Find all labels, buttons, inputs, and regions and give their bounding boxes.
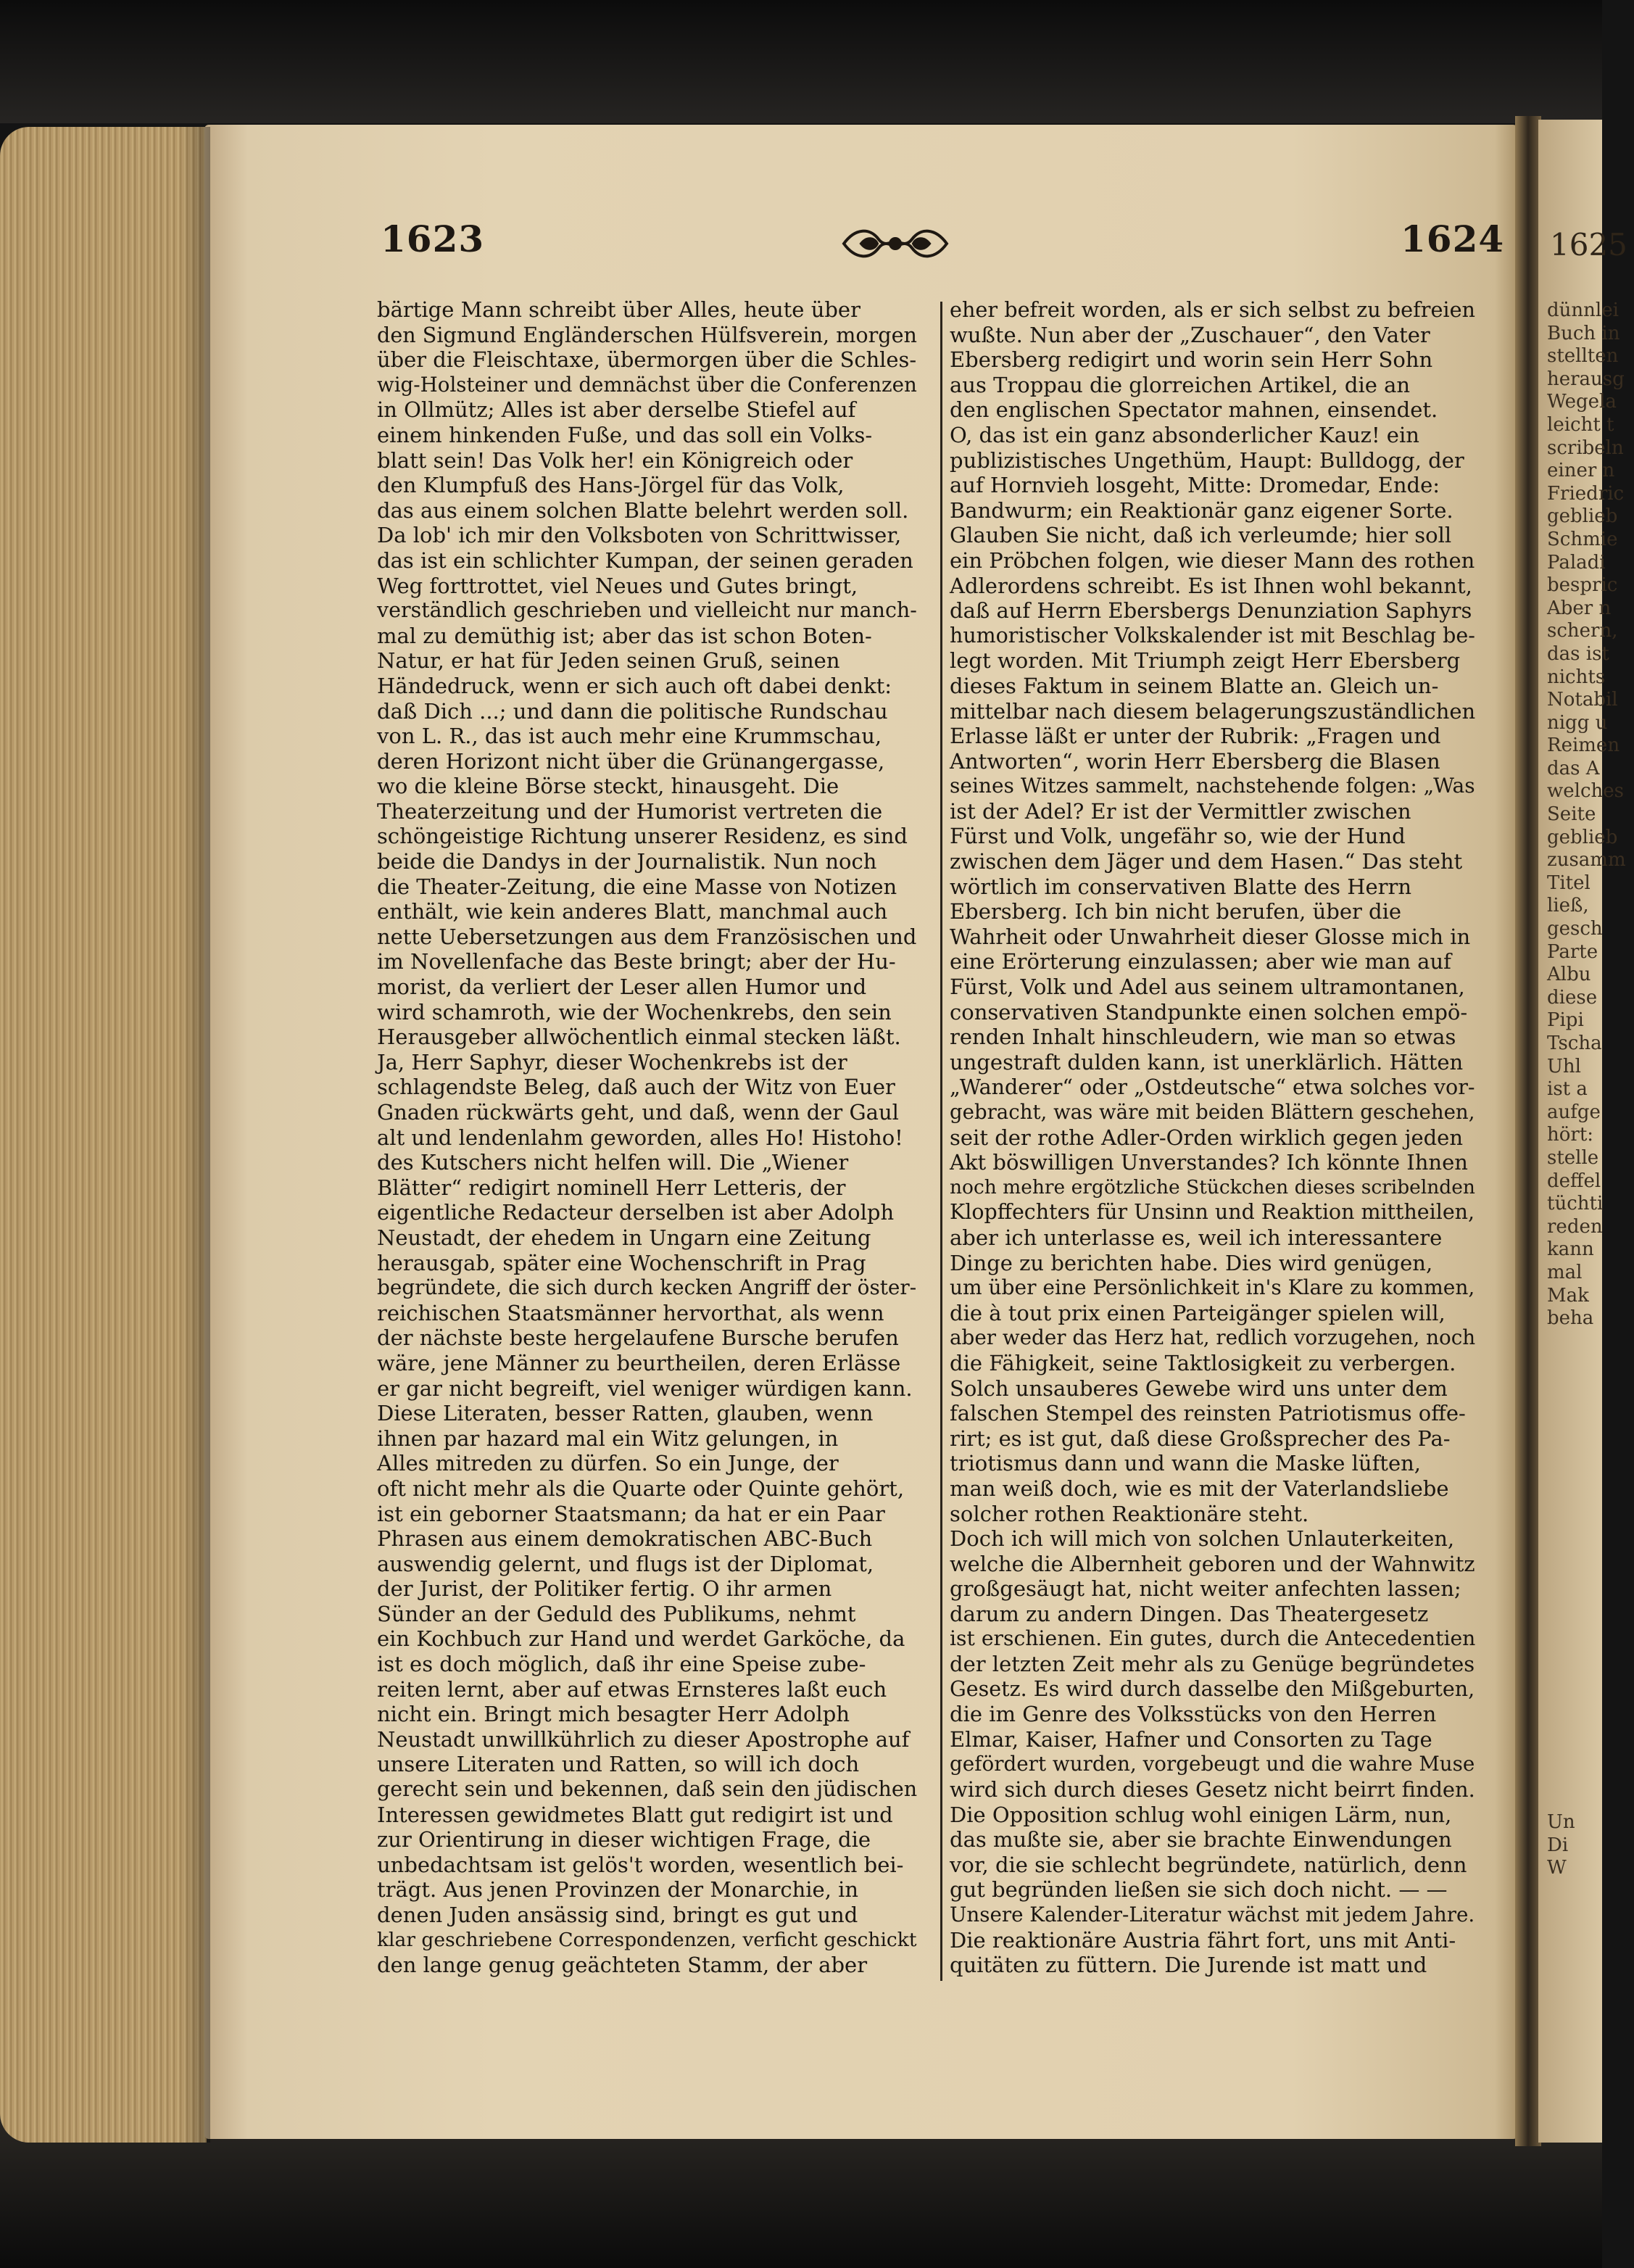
text-line: das mußte sie, aber sie brachte Einwendungen [950, 1827, 1452, 1853]
text-line: Gnaden rückwärts geht, und daß, wenn der Gaul [377, 1100, 899, 1125]
text-line: Adlerordens schreibt. Es ist Ihnen wohl bekannt, [950, 573, 1472, 598]
text-line: gut begründen ließen sie sich doch nicht. — — [950, 1877, 1448, 1903]
next-page-line-fragment: geblieb [1547, 505, 1618, 528]
next-page-line-fragment: leicht t [1547, 413, 1614, 436]
next-page-line-fragment: welches [1547, 780, 1624, 803]
left-page-number: 1623 [381, 218, 485, 260]
text-line: den Klumpfuß des Hans-Jörgel für das Volk, [377, 473, 845, 498]
text-line: dieses Faktum in seinem Blatte an. Gleich un- [950, 673, 1439, 698]
right-page-number: 1624 [1401, 218, 1505, 260]
text-line: Sünder an der Geduld des Publikums, nehmt [377, 1601, 856, 1626]
text-line: seines Witzes sammelt, nachstehende folgen: „Was [950, 774, 1475, 798]
next-page-line-fragment: reden [1547, 1215, 1603, 1238]
text-line: die im Genre des Volksstücks von den Herren [950, 1702, 1437, 1727]
text-line: schöngeistige Richtung unserer Residenz, es sind [377, 824, 908, 849]
text-line: reichischen Staatsmänner hervorthat, als wenn [377, 1300, 884, 1325]
text-line: Phrasen aus einem demokratischen ABC-Buch [377, 1526, 873, 1552]
text-line: Weg forttrottet, viel Neues und Gutes bringt, [377, 573, 858, 598]
next-page-line-fragment [1547, 1720, 1634, 1743]
text-line: mittelbar nach diesem belagerungszuständlichen [950, 698, 1476, 724]
next-page-line-fragment [1547, 1445, 1634, 1468]
next-page-line-fragment [1547, 1468, 1634, 1491]
text-line: Alles mitreden zu dürfen. So ein Junge, der [377, 1451, 839, 1476]
next-page-line-fragment: Schmie [1547, 528, 1618, 550]
next-page-line-fragment: Di [1547, 1834, 1569, 1856]
next-page-line-fragment [1547, 1491, 1634, 1514]
next-page-line-fragment: Aber n [1547, 597, 1612, 619]
text-line: den englischen Spectator mahnen, einsendet. [950, 397, 1438, 423]
next-page-line-fragment: Uhl [1547, 1055, 1581, 1077]
next-page-line-fragment [1547, 1376, 1634, 1399]
page-edge-shadow [181, 127, 210, 2143]
text-line: Bandwurm; ein Reaktionär ganz eigener Sorte. [950, 497, 1453, 523]
text-line: eher befreit worden, als er sich selbst zu befreien [950, 297, 1476, 322]
text-line: Erlasse läßt er unter der Rubrik: „Fragen und [950, 724, 1441, 749]
text-line: Blätter“ redigirt nominell Herr Letteris, der [377, 1175, 846, 1200]
text-line: oft nicht mehr als die Quarte oder Quinte gehört, [377, 1476, 905, 1501]
next-page-line-fragment: Titel [1547, 872, 1591, 894]
text-line: ein Kochbuch zur Hand und werdet Garköche, da [377, 1626, 905, 1652]
text-line: Theaterzeitung und der Humorist vertreten die [377, 798, 883, 824]
text-line: conservativen Standpunkte einen solchen empö- [950, 999, 1468, 1025]
text-line: den lange genug geächteten Stamm, der aber [377, 1953, 868, 1978]
next-page-line-fragment: stellten [1547, 345, 1619, 368]
text-line: Ebersberg redigirt und worin sein Herr Sohn [950, 347, 1433, 373]
text-line: nette Uebersetzungen aus dem Französischen und [377, 924, 917, 949]
text-line: zwischen dem Jäger und dem Hasen.“ Das steht [950, 849, 1463, 874]
text-line: der letzten Zeit mehr als zu Genüge begründetes [950, 1652, 1475, 1677]
text-line: nicht ein. Bringt mich besagter Herr Adolph [377, 1702, 850, 1727]
text-line: Gesetz. Es wird durch dasselbe den Mißgeburten, [950, 1676, 1475, 1701]
next-page-line-fragment: ist a [1547, 1078, 1588, 1101]
text-line: quitäten zu füttern. Die Jurende ist matt und [950, 1953, 1427, 1978]
text-line: welche die Albernheit geboren und der Wahnwitz [950, 1551, 1475, 1576]
text-line: Fürst, Volk und Adel aus seinem ultramontanen, [950, 974, 1465, 1000]
text-line: wo die kleine Börse steckt, hinausgeht. Die [377, 774, 839, 799]
text-line: einem hinkenden Fuße, und das soll ein Volks- [377, 422, 873, 447]
next-page-line-fragment [1547, 1651, 1634, 1674]
text-line: Händedruck, wenn er sich auch oft dabei denkt: [377, 673, 892, 698]
text-line: gebracht, was wäre mit beiden Blättern geschehen, [950, 1100, 1475, 1124]
text-line: unsere Literaten und Ratten, so will ich doch [377, 1752, 860, 1777]
text-line: ein Pröbchen folgen, wie dieser Mann des rothen [950, 547, 1475, 573]
text-line: denen Juden ansässig sind, bringt es gut und [377, 1903, 858, 1927]
text-line: rirt; es ist gut, daß diese Großsprecher des Pa- [950, 1425, 1451, 1451]
text-line: das aus einem solchen Blatte belehrt werden soll. [377, 497, 909, 523]
text-line: aber ich unterlasse es, weil ich interessantere [950, 1225, 1443, 1250]
text-line: man weiß doch, wie es mit der Vaterlandsliebe [950, 1476, 1449, 1501]
text-line: Herausgeber allwöchentlich einmal stecken läßt. [377, 1025, 901, 1050]
book-gutter [1515, 116, 1541, 2146]
text-line: ist der Adel? Er ist der Vermittler zwischen [950, 798, 1411, 824]
next-page-line-fragment: beha [1547, 1307, 1594, 1330]
text-line: gefördert wurden, vorgebeugt und die wahre Muse [950, 1752, 1475, 1776]
next-page-line-fragment: gesch [1547, 918, 1603, 940]
next-page-line-fragment: zusamm [1547, 849, 1626, 872]
text-line: ihnen par hazard mal ein Witz gelungen, in [377, 1425, 839, 1451]
text-line: Solch unsauberes Gewebe wird uns unter dem [950, 1375, 1448, 1401]
next-page-line-fragment [1547, 1674, 1634, 1697]
text-line: die Fähigkeit, seine Taktlosigkeit zu verbergen. [950, 1350, 1456, 1375]
text-line: unbedachtsam ist gelös't worden, wesentlich bei- [377, 1852, 904, 1877]
next-page-line-fragment: Un [1547, 1811, 1575, 1834]
text-line: humoristischer Volkskalender ist mit Beschlag be- [950, 623, 1475, 647]
next-page-line-fragment [1547, 1513, 1634, 1536]
text-line: aber weder das Herz hat, redlich vorzugehen, noch [950, 1325, 1476, 1350]
next-page-line-fragment: Pipi [1547, 1009, 1584, 1032]
text-line: verständlich geschrieben und vielleicht nur manch- [377, 598, 917, 623]
next-page-line-fragment: Friedric [1547, 482, 1625, 505]
text-line: Unsere Kalender-Literatur wächst mit jedem Jahre. [950, 1903, 1475, 1926]
next-page-line-fragment: nigg u [1547, 711, 1608, 734]
next-page-line-fragment [1547, 1582, 1634, 1605]
next-page-line-fragment: einer n [1547, 460, 1615, 482]
text-line: seit der rothe Adler-Orden wirklich gegen jeden [950, 1125, 1464, 1150]
next-page-line-fragment: aufge [1547, 1101, 1601, 1123]
next-page-line-fragment [1547, 1399, 1634, 1423]
text-line: Neustadt unwillkührlich zu dieser Apostrophe auf [377, 1726, 910, 1752]
next-page-line-fragment: Wegela [1547, 391, 1617, 413]
text-line: eigentliche Redacteur derselben ist aber Adolph [377, 1200, 895, 1225]
next-page-line-fragment: stelle [1547, 1146, 1599, 1169]
right-text-column [950, 297, 1475, 1987]
text-line: wußte. Nun aber der „Zuschauer“, den Vater [950, 322, 1430, 347]
text-line: Interessen gewidmetes Blatt gut redigirt ist und [377, 1802, 893, 1827]
text-line: das ist ein schlichter Kumpan, der seinen geraden [377, 547, 913, 573]
ornament-icon [841, 223, 950, 264]
next-page-line-fragment: Reimen [1547, 734, 1620, 757]
text-line: ist erschienen. Ein gutes, durch die Antecedentien [950, 1626, 1476, 1651]
text-line: reiten lernt, aber auf etwas Ernsteres laßt euch [377, 1676, 887, 1702]
text-line: triotismus dann und wann die Maske lüften, [950, 1451, 1422, 1476]
next-page-line-fragment: Mak [1547, 1284, 1589, 1307]
text-line: ist es doch möglich, daß ihr eine Speise zube- [377, 1652, 866, 1677]
text-line: die Theater-Zeitung, die eine Masse von Notizen [377, 874, 897, 899]
text-line: in Ollmütz; Alles ist aber derselbe Stiefel auf [377, 397, 856, 423]
text-line: wig-Holsteiner und demnächst über die Conferenzen [377, 372, 917, 397]
text-line: blatt sein! Das Volk her! ein Königreich oder [377, 447, 853, 473]
next-page-line-fragment [1547, 1536, 1634, 1560]
text-line: schlagendste Beleg, daß auch der Witz von Euer [377, 1075, 895, 1100]
next-page-line-fragment: ließ, [1547, 895, 1589, 917]
next-page-line-fragment: mal [1547, 1261, 1583, 1283]
next-page-line-fragment: tüchti [1547, 1193, 1604, 1215]
next-page-line-fragment: Parte [1547, 940, 1598, 963]
text-line: darum zu andern Dingen. Das Theatergesetz [950, 1601, 1429, 1626]
text-line: Da lob' ich mir den Volksboten von Schrittwisser, [377, 523, 902, 548]
text-line: großgesäugt hat, nicht weiter anfechten lassen; [950, 1576, 1461, 1602]
text-line: Doch ich will mich von solchen Unlauterkeiten, [950, 1526, 1455, 1552]
text-line: falschen Stempel des reinsten Patriotismus offe- [950, 1401, 1466, 1426]
text-line: publizistisches Ungethüm, Haupt: Bulldogg, der [950, 447, 1464, 473]
text-line: eine Erörterung einzulassen; aber wie man auf [950, 949, 1451, 974]
left-text-column [377, 297, 917, 1987]
text-line: alt und lendenlahm geworden, alles Ho! Histoho! [377, 1125, 903, 1150]
text-line: den Sigmund Engländerschen Hülfsverein, morgen [377, 322, 917, 347]
text-line: aus Troppau die glorreichen Artikel, die an [950, 372, 1411, 397]
text-line: solcher rothen Reaktionäre steht. [950, 1501, 1309, 1526]
text-line: mal zu demüthig ist; aber das ist schon Boten- [377, 623, 872, 648]
text-line: noch mehre ergötzliche Stückchen dieses scribelnden [950, 1175, 1475, 1199]
next-page-strip [1538, 120, 1627, 2143]
text-line: Diese Literaten, besser Ratten, glauben, wenn [377, 1401, 874, 1426]
next-page-line-fragment: herausg [1547, 368, 1625, 390]
text-line: von L. R., das ist auch mehr eine Krummschau, [377, 724, 882, 749]
column-divider-rule [940, 302, 942, 1981]
text-line: die à tout prix einen Parteigänger spielen will, [950, 1300, 1446, 1325]
text-line: daß auf Herrn Ebersbergs Denunziation Saphyrs [950, 598, 1472, 624]
text-line: Antworten“, worin Herr Ebersberg die Blasen [950, 748, 1440, 774]
next-page-line-fragment [1547, 1560, 1634, 1583]
text-line: Neustadt, der ehedem in Ungarn eine Zeitung [377, 1225, 871, 1250]
text-line: über die Fleischtaxe, übermorgen über die Schles- [377, 347, 917, 373]
text-line: Wahrheit oder Unwahrheit dieser Glosse mich in [950, 924, 1471, 949]
text-line: trägt. Aus jenen Provinzen der Monarchie, in [377, 1877, 859, 1903]
next-page-line-fragment [1547, 1697, 1634, 1720]
next-page-line-fragment [1547, 1628, 1634, 1651]
text-line: gerecht sein und bekennen, daß sein den jüdischen [377, 1777, 918, 1802]
text-line: wörtlich im conservativen Blatte des Herrn [950, 874, 1412, 899]
text-line: Natur, er hat für Jeden seinen Gruß, seinen [377, 648, 840, 674]
next-page-line-fragment: nichts [1547, 666, 1606, 688]
text-line: ist ein geborner Staatsmann; da hat er ein Paar [377, 1501, 885, 1526]
scan-top-background [0, 0, 1602, 123]
next-page-line-fragment [1547, 1742, 1634, 1766]
next-page-line-fragment [1547, 1766, 1634, 1789]
text-line: daß Dich ...; und dann die politische Rundschau [377, 698, 888, 724]
text-line: zur Orientirung in dieser wichtigen Frage, die [377, 1827, 871, 1853]
text-line: ungestraft dulden kann, ist unerklärlich. Hätten [950, 1049, 1464, 1075]
next-page-line-fragment [1547, 1605, 1634, 1628]
text-line: im Novellenfache das Beste bringt; aber der Hu- [377, 949, 896, 974]
next-page-line-fragment: bespric [1547, 574, 1618, 597]
next-page-line-fragment: geblieb [1547, 826, 1618, 848]
next-page-line-fragment: dünnlei [1547, 299, 1619, 321]
text-line: Glauben Sie nicht, daß ich verleumde; hier soll [950, 523, 1452, 548]
text-line: deren Horizont nicht über die Grünangergasse, [377, 748, 885, 774]
text-line: Ja, Herr Saphyr, dieser Wochenkrebs ist der [377, 1049, 847, 1075]
next-page-line-fragment: scribeln [1547, 436, 1624, 459]
next-page-line-fragment [1547, 1353, 1634, 1376]
next-page-line-fragment: Seite [1547, 803, 1596, 826]
next-page-line-fragment [1547, 1422, 1634, 1445]
next-page-line-fragment: Albu [1547, 964, 1591, 986]
text-line: auswendig gelernt, und flugs ist der Diplomat, [377, 1551, 874, 1576]
next-page-line-fragment: das ist [1547, 642, 1609, 665]
next-page-line-fragment: das A [1547, 757, 1600, 779]
next-page-line-fragment: Buch in [1547, 322, 1620, 344]
text-line: wird schamroth, wie der Wochenkrebs, den sein [377, 999, 892, 1025]
text-line: „Wanderer“ oder „Ostdeutsche“ etwa solches vor- [950, 1075, 1475, 1100]
text-line: Elmar, Kaiser, Hafner und Consorten zu Tage [950, 1726, 1432, 1752]
text-line: beide die Dandys in der Journalistik. Nun noch [377, 849, 877, 874]
text-line: der Jurist, der Politiker fertig. O ihr armen [377, 1576, 832, 1602]
text-line: Die Opposition schlug wohl einigen Lärm, nun, [950, 1802, 1452, 1827]
next-page-line-fragment: diese [1547, 986, 1598, 1009]
next-page-line-fragment: Paladi [1547, 551, 1606, 574]
text-line: Dinge zu berichten habe. Dies wird genügen, [950, 1250, 1433, 1275]
text-line: vor, die sie schlecht begründete, natürlich, denn [950, 1852, 1467, 1877]
next-page-line-fragment: deffel [1547, 1170, 1601, 1192]
text-line: Die reaktionäre Austria fährt fort, uns mit Anti- [950, 1927, 1456, 1953]
text-line: Fürst und Volk, ungefähr so, wie der Hund [950, 824, 1406, 849]
next-page-line-fragment: Tscha [1547, 1032, 1602, 1054]
text-line: bärtige Mann schreibt über Alles, heute über [377, 297, 860, 322]
text-line: herausgab, später eine Wochenschrift in Prag [377, 1250, 866, 1275]
book-page-edges [0, 127, 207, 2143]
text-line: um über eine Persönlichkeit in's Klare zu kommen, [950, 1275, 1475, 1300]
text-line: Ebersberg. Ich bin nicht berufen, über die [950, 899, 1402, 924]
next-page-line-fragment: kann [1547, 1238, 1594, 1261]
text-line: Akt böswilligen Unverstandes? Ich könnte Ihnen [950, 1150, 1468, 1175]
text-line: wird sich durch dieses Gesetz nicht beirrt finden. [950, 1777, 1475, 1803]
next-page-text-fragments [1547, 299, 1634, 1880]
text-line: klar geschriebene Correspondenzen, verficht geschickt [377, 1928, 917, 1951]
text-line: legt worden. Mit Triumph zeigt Herr Ebersberg [950, 648, 1461, 674]
next-page-line-fragment: Notabil [1547, 689, 1618, 711]
text-line: begründete, die sich durch kecken Angriff der öster- [377, 1275, 917, 1300]
text-line: wäre, jene Männer zu beurtheilen, deren Erlässe [377, 1350, 901, 1375]
text-line: auf Hornvieh losgeht, Mitte: Dromedar, Ende: [950, 473, 1440, 498]
text-line: des Kutschers nicht helfen will. Die „Wiener [377, 1150, 849, 1175]
next-page-line-fragment: schern, [1547, 620, 1618, 642]
next-page-line-fragment [1547, 1789, 1634, 1812]
next-page-line-fragment: hört: [1547, 1124, 1594, 1146]
text-line: renden Inhalt hinschleudern, wie man so etwas [950, 1025, 1456, 1050]
scan-bottom-background [0, 2117, 1602, 2268]
next-page-line-fragment: W [1547, 1857, 1567, 1879]
text-line: morist, da verliert der Leser allen Humor und [377, 974, 867, 1000]
text-line: Klopffechters für Unsinn und Reaktion mittheilen, [950, 1200, 1475, 1225]
text-line: er gar nicht begreift, viel weniger würdigen kann. [377, 1375, 913, 1401]
next-page-number: 1625 [1550, 227, 1627, 262]
text-line: O, das ist ein ganz absonderlicher Kauz! ein [950, 422, 1419, 447]
next-page-line-fragment [1547, 1330, 1634, 1354]
text-line: enthält, wie kein anderes Blatt, manchmal auch [377, 899, 888, 924]
text-line: der nächste beste hergelaufene Bursche berufen [377, 1325, 899, 1351]
